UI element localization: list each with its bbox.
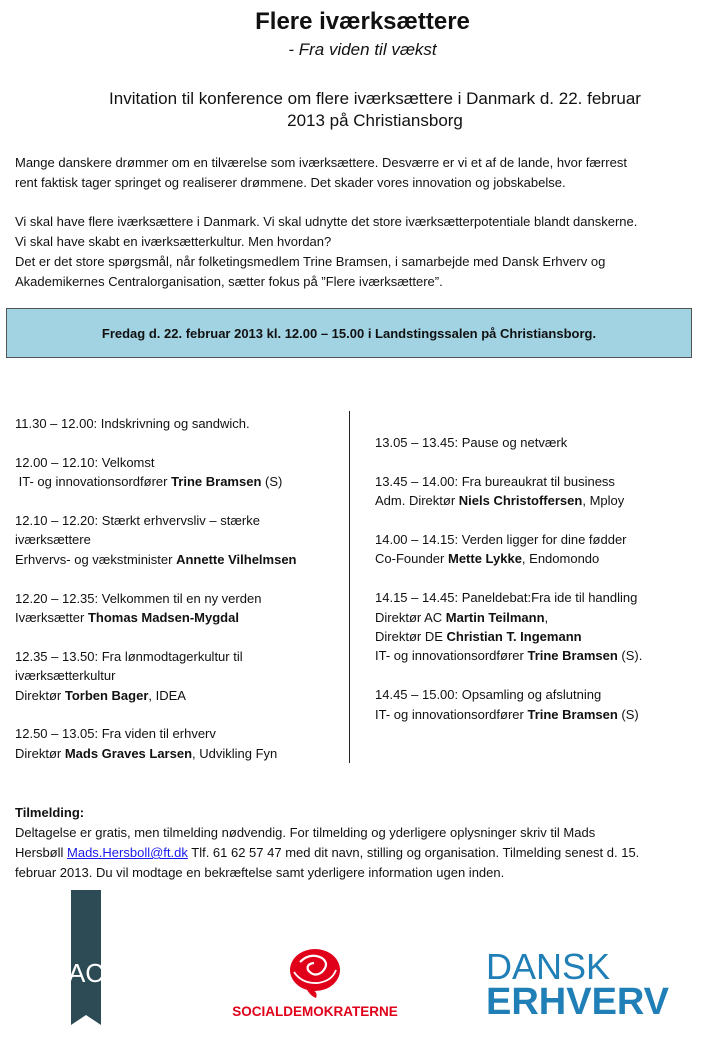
speaker-name: Annette Vilhelmsen	[176, 551, 297, 567]
program-speaker: IT- og innovationsordfører Trine Bramsen (S)	[15, 474, 283, 490]
invitation-line-2: 2013 på Christiansborg	[287, 111, 463, 130]
intro-line: Det er det store spørgsmål, når folketingsmedlem Trine Bramsen, i samarbejde med Dansk Erhverv og	[15, 254, 606, 269]
program-time-title: 14.15 – 14.45: Paneldebat:Fra ide til handling	[375, 590, 638, 606]
rose-icon	[290, 949, 340, 998]
program-time-title: 12.35 – 13.50: Fra lønmodtagerkultur til	[15, 648, 243, 664]
speaker-name: Martin Teilmann	[445, 609, 545, 625]
column-divider	[349, 411, 350, 763]
page-title: Flere iværksættere	[255, 8, 470, 35]
program-item	[15, 589, 335, 628]
speaker-name: Torben Bager	[64, 687, 149, 703]
speaker-name: Trine Bramsen	[527, 706, 618, 722]
intro-line: rent faktisk tager springet og realiserer drømmene. Det skader vores innovation og jobskabelse.	[15, 175, 566, 190]
program-speaker: Co-Founder Mette Lykke, Endomondo	[375, 551, 600, 567]
signup-text: februar 2013. Du vil modtage en bekræftelse samt yderligere information ugen inden.	[15, 865, 505, 880]
invitation-line-1: Invitation til konference om flere iværksættere i Danmark d. 22. februar	[109, 89, 641, 108]
program-speaker: Adm. Direktør Niels Christoffersen, Mploy	[375, 493, 625, 509]
program-item	[15, 511, 335, 569]
speaker-name: Mette Lykke	[447, 551, 522, 567]
intro-paragraph-2	[15, 212, 715, 292]
speaker-name: Trine Bramsen	[171, 474, 262, 490]
program-time-title: 13.45 – 14.00: Fra bureaukrat til business	[375, 473, 615, 489]
signup-text: Deltagelse er gratis, men tilmelding nødvendig. For tilmelding og yderligere oplysninger skriv til Mads	[15, 825, 596, 840]
signup-email-link[interactable]: Mads.Hersboll@ft.dk	[67, 845, 188, 860]
program-speaker: Direktør DE Christian T. Ingemann	[375, 629, 582, 645]
program-item	[15, 724, 335, 763]
signup-heading: Tilmelding:	[15, 805, 85, 820]
program-time-title: 12.10 – 12.20: Stærkt erhvervsliv – stærke	[15, 513, 260, 528]
program-time-title-cont: iværksættere	[15, 532, 91, 548]
speaker-name: Thomas Madsen-Mygdal	[87, 610, 239, 626]
speaker-name: Christian T. Ingemann	[446, 629, 582, 645]
program-time-title: 13.05 – 13.45: Pause og netværk	[375, 435, 568, 450]
program-time-title: 14.45 – 15.00: Opsamling og afslutning	[375, 687, 602, 703]
dansk-erhverv-line-2: ERHVERV	[486, 981, 670, 1023]
page-subtitle: - Fra viden til vækst	[288, 40, 437, 59]
program-speaker: Direktør Torben Bager, IDEA	[15, 687, 186, 703]
program-speaker: Iværksætter Thomas Madsen-Mygdal	[15, 610, 239, 626]
intro-line: Vi skal have flere iværksættere i Danmark. Vi skal udnytte det store iværksætterpotentiale blandt danskerne.	[15, 214, 638, 229]
program-time-title-cont: iværksætterkultur	[15, 668, 116, 684]
signup-section	[15, 803, 715, 883]
program-item	[375, 433, 705, 452]
signup-text: Hersbøll Mads.Hersboll@ft.dk Tlf. 61 62 57 47 med dit navn, stilling og organisation. Tilmelding senest d. 15.	[15, 845, 640, 860]
event-banner	[6, 308, 692, 358]
program-item	[15, 414, 335, 433]
program-time-title: 12.50 – 13.05: Fra viden til erhverv	[15, 726, 216, 742]
program-time-title: 11.30 – 12.00: Indskrivning og sandwich.	[15, 416, 250, 431]
speaker-name: Trine Bramsen	[527, 648, 618, 664]
ac-logo-text: AC	[67, 958, 105, 988]
program-speaker: Erhvervs- og vækstminister Annette Vilhelmsen	[15, 551, 297, 567]
program-item	[375, 472, 705, 511]
program-item	[375, 588, 705, 666]
program-right-column	[375, 433, 705, 743]
program-left-column	[15, 414, 335, 783]
program-item	[15, 647, 335, 705]
program-item	[15, 453, 335, 492]
program-speaker: IT- og innovationsordfører Trine Bramsen (S)	[375, 706, 639, 722]
program-speaker: Direktør AC Martin Teilmann,	[375, 609, 549, 625]
program-time-title: 12.00 – 12.10: Velkomst	[15, 454, 155, 470]
program-time-title: 14.00 – 14.15: Verden ligger for dine fødder	[375, 532, 627, 547]
program-item	[375, 530, 705, 569]
intro-line: Vi skal have skabt en iværksætterkultur. Men hvordan?	[15, 234, 332, 249]
intro-line: Akademikernes Centralorganisation, sætter fokus på ”Flere iværksættere”.	[15, 274, 443, 289]
program-time-title: 12.20 – 12.35: Velkommen til en ny verden	[15, 590, 262, 606]
dansk-erhverv-line-1: DANSK	[486, 946, 611, 987]
socialdemokraterne-logo	[210, 946, 420, 1021]
dansk-erhverv-logo	[486, 946, 696, 1023]
ac-logo	[67, 890, 105, 1025]
invitation-heading	[55, 88, 695, 132]
program-item	[375, 685, 705, 724]
speaker-name: Mads Graves Larsen	[64, 745, 193, 761]
program-speaker: Direktør Mads Graves Larsen, Udvikling Fyn	[15, 745, 278, 761]
socialdemokraterne-text: SOCIALDEMOKRATERNE	[232, 1004, 398, 1019]
speaker-name: Niels Christoffersen	[458, 493, 583, 509]
intro-line: Mange danskere drømmer om en tilværelse som iværksættere. Desværre er vi et af de lande, hvor færrest	[15, 155, 627, 170]
event-banner-text: Fredag d. 22. februar 2013 kl. 12.00 – 15.00 i Landstingssalen på Christiansborg.	[101, 325, 597, 341]
program-speaker: IT- og innovationsordfører Trine Bramsen (S).	[375, 648, 643, 664]
intro-paragraph-1	[15, 153, 715, 193]
